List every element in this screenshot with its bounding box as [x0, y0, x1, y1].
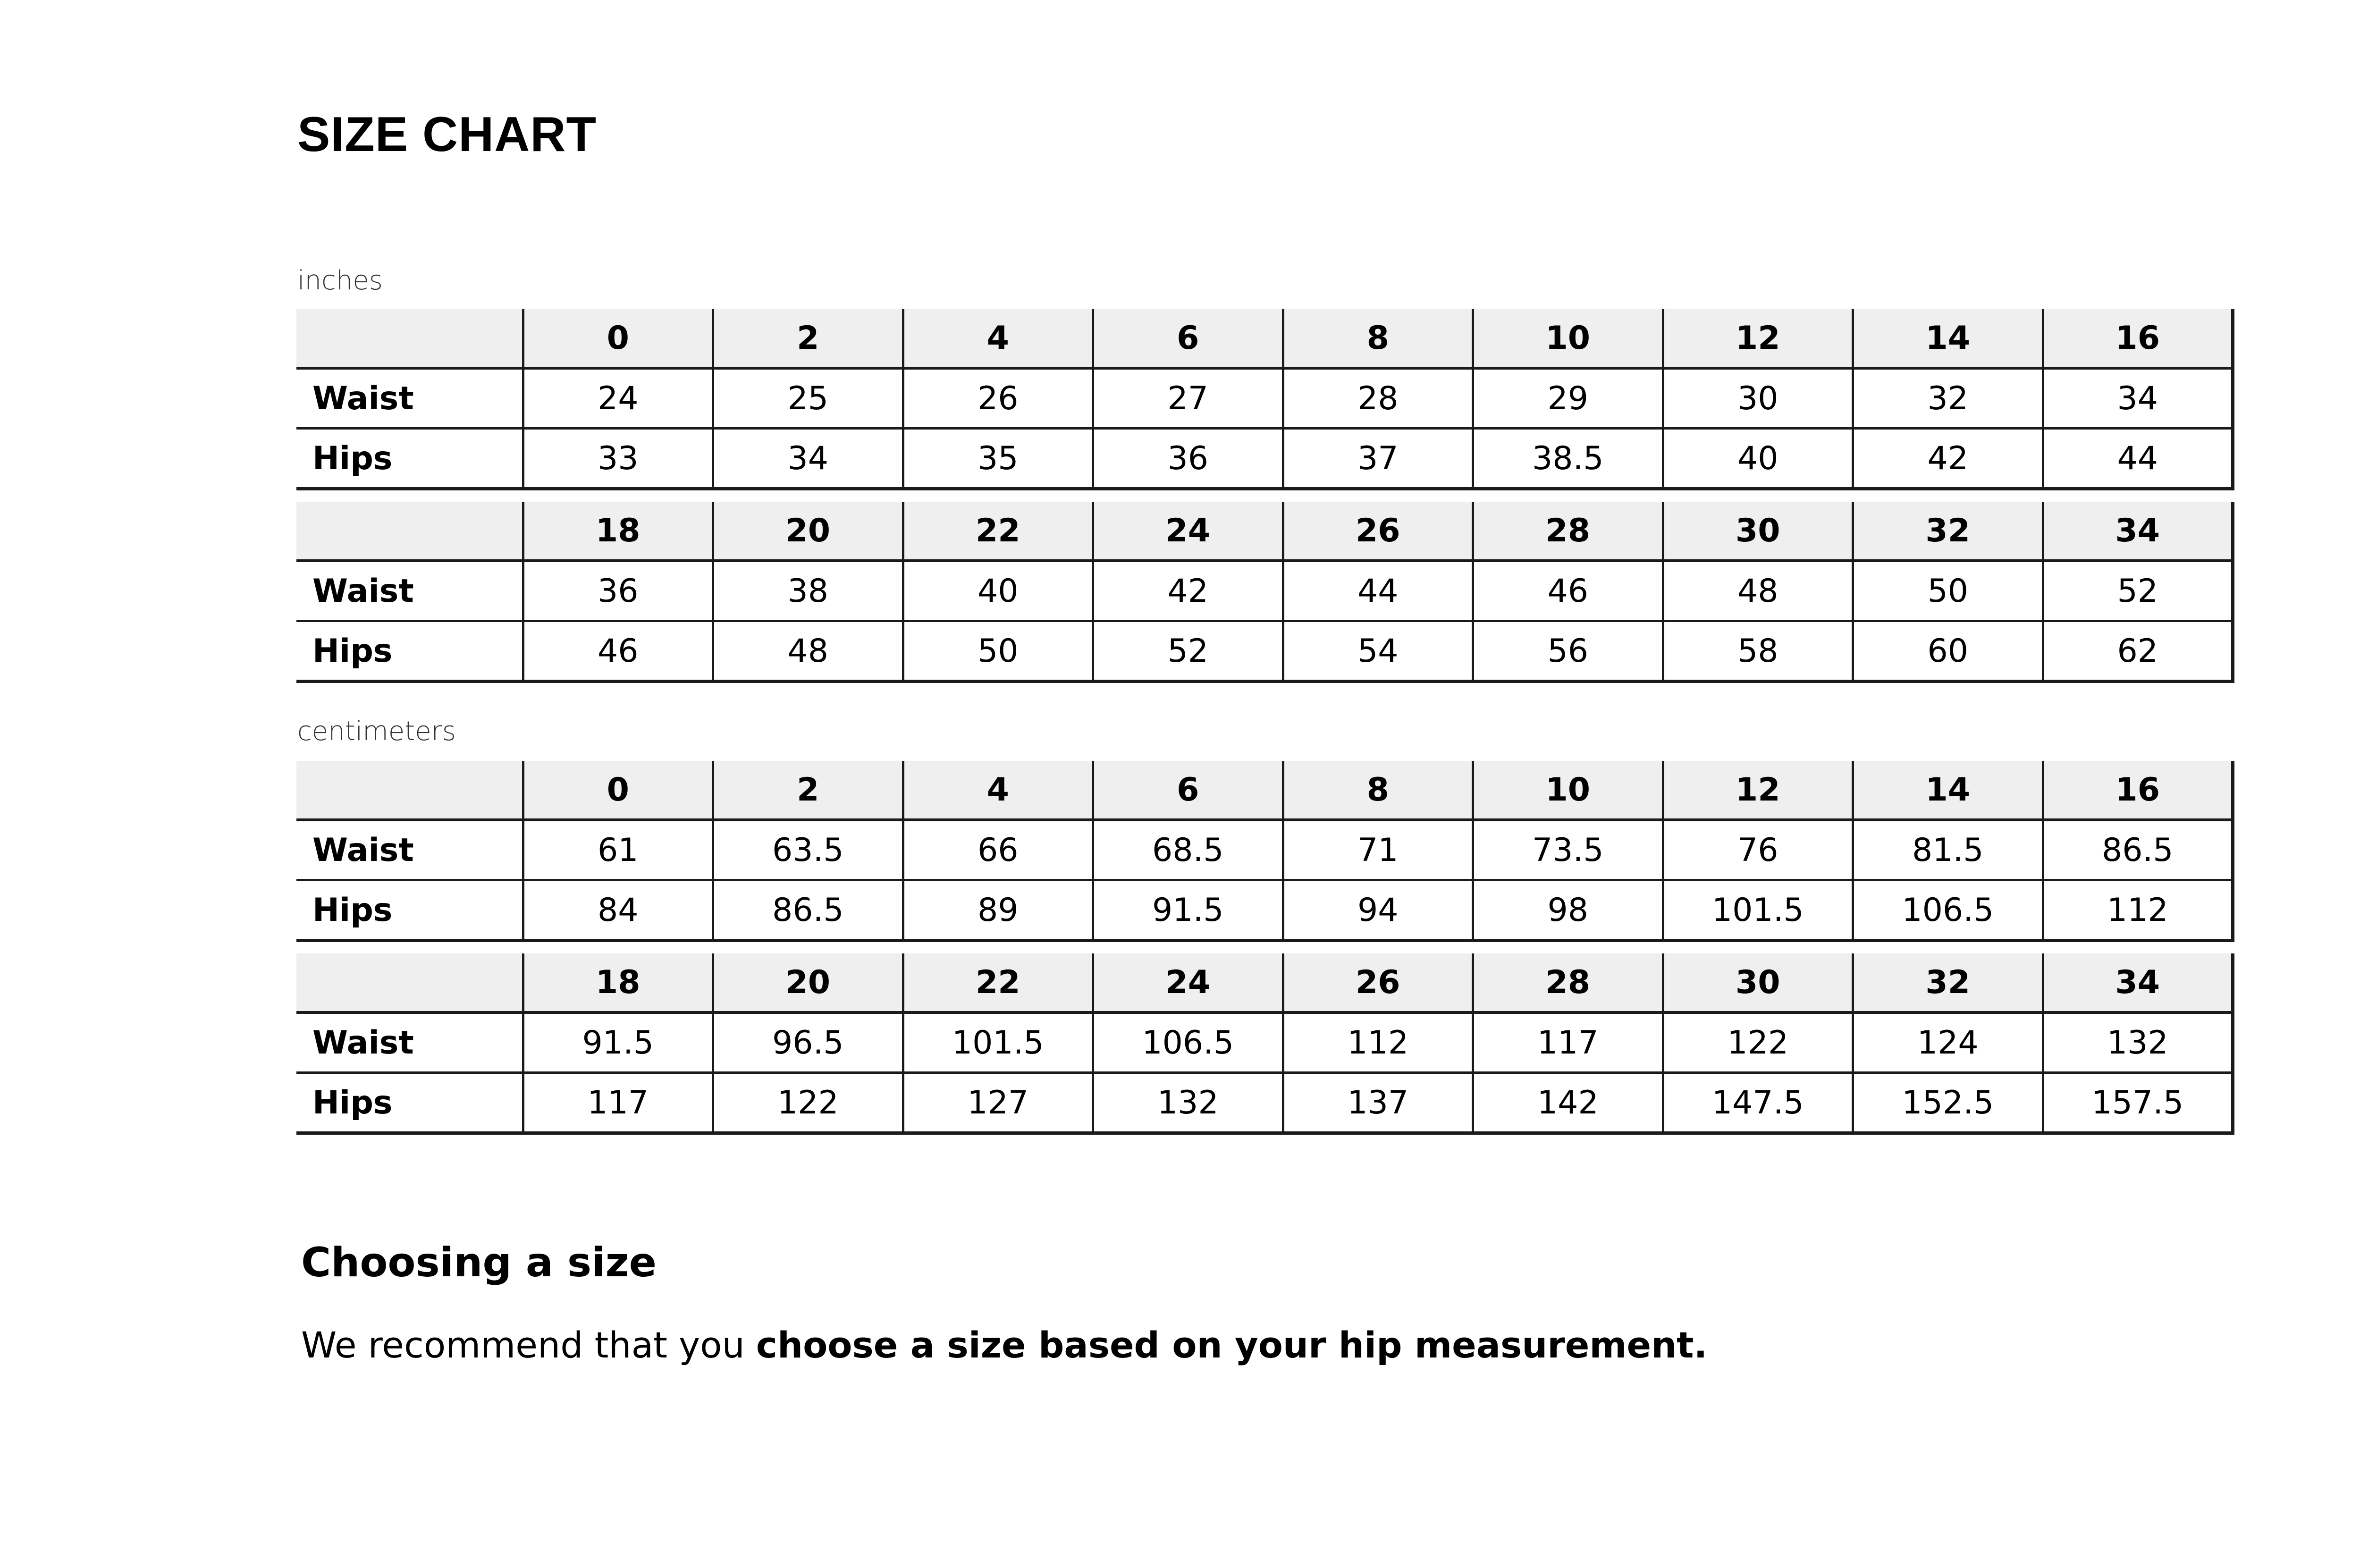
size-header-cell: 2 — [713, 309, 903, 368]
size-header-row — [296, 502, 2233, 561]
measurement-cell: 86.5 — [713, 880, 903, 941]
size-header-cell: 28 — [1473, 953, 1663, 1012]
measurement-cell: 76 — [1663, 820, 1853, 880]
measurement-cell: 73.5 — [1473, 820, 1663, 880]
measurement-cell: 117 — [1473, 1012, 1663, 1073]
measurement-cell: 124 — [1853, 1012, 2043, 1073]
size-header-cell: 0 — [523, 309, 713, 368]
table-row-hips — [296, 621, 2233, 682]
recommendation-bold: choose a size based on your hip measurement. — [756, 1324, 1708, 1366]
page-title: SIZE CHART — [297, 107, 597, 162]
size-header-cell: 12 — [1663, 761, 1853, 820]
measurement-cell: 44 — [1283, 561, 1473, 621]
measurement-cell: 61 — [523, 820, 713, 880]
measurement-cell: 112 — [2043, 880, 2233, 941]
measurement-cell: 27 — [1093, 368, 1283, 429]
measurement-cell: 36 — [523, 561, 713, 621]
measurement-cell: 60 — [1853, 621, 2043, 682]
row-label: Hips — [296, 621, 523, 682]
measurement-cell: 58 — [1663, 621, 1853, 682]
size-header-cell: 34 — [2043, 953, 2233, 1012]
recommendation-text — [301, 1322, 1707, 1369]
measurement-cell: 50 — [1853, 561, 2043, 621]
size-header-cell: 14 — [1853, 761, 2043, 820]
table-row-waist — [296, 820, 2233, 880]
size-header-cell: 18 — [523, 953, 713, 1012]
measurement-cell: 94 — [1283, 880, 1473, 941]
size-header-cell: 4 — [903, 309, 1093, 368]
measurement-cell: 35 — [903, 429, 1093, 489]
measurement-cell: 34 — [2043, 368, 2233, 429]
table-row-waist — [296, 561, 2233, 621]
row-label: Waist — [296, 561, 523, 621]
size-header-cell: 24 — [1093, 953, 1283, 1012]
measurement-cell: 106.5 — [1093, 1012, 1283, 1073]
measurement-cell: 132 — [1093, 1073, 1283, 1133]
corner-cell — [296, 309, 523, 368]
size-header-cell: 24 — [1093, 502, 1283, 561]
measurement-cell: 89 — [903, 880, 1093, 941]
size-header-cell: 6 — [1093, 761, 1283, 820]
measurement-cell: 42 — [1853, 429, 2043, 489]
size-header-cell: 2 — [713, 761, 903, 820]
size-header-cell: 34 — [2043, 502, 2233, 561]
table-row-hips — [296, 1073, 2233, 1133]
corner-cell — [296, 953, 523, 1012]
size-header-cell: 22 — [903, 953, 1093, 1012]
size-header-cell: 14 — [1853, 309, 2043, 368]
measurement-cell: 37 — [1283, 429, 1473, 489]
size-header-cell: 8 — [1283, 309, 1473, 368]
measurement-cell: 30 — [1663, 368, 1853, 429]
corner-cell — [296, 502, 523, 561]
size-table-inches-2 — [296, 502, 2234, 683]
measurement-cell: 40 — [1663, 429, 1853, 489]
row-label: Waist — [296, 368, 523, 429]
row-label: Hips — [296, 880, 523, 941]
measurement-cell: 44 — [2043, 429, 2233, 489]
measurement-cell: 29 — [1473, 368, 1663, 429]
corner-cell — [296, 761, 523, 820]
measurement-cell: 71 — [1283, 820, 1473, 880]
measurement-cell: 66 — [903, 820, 1093, 880]
row-label: Hips — [296, 1073, 523, 1133]
measurement-cell: 52 — [2043, 561, 2233, 621]
measurement-cell: 132 — [2043, 1012, 2233, 1073]
size-header-cell: 32 — [1853, 502, 2043, 561]
row-label: Hips — [296, 429, 523, 489]
measurement-cell: 101.5 — [1663, 880, 1853, 941]
size-header-cell: 4 — [903, 761, 1093, 820]
measurement-cell: 152.5 — [1853, 1073, 2043, 1133]
size-header-row — [296, 309, 2233, 368]
size-header-cell: 12 — [1663, 309, 1853, 368]
measurement-cell: 68.5 — [1093, 820, 1283, 880]
measurement-cell: 84 — [523, 880, 713, 941]
measurement-cell: 147.5 — [1663, 1073, 1853, 1133]
measurement-cell: 142 — [1473, 1073, 1663, 1133]
measurement-cell: 40 — [903, 561, 1093, 621]
measurement-cell: 98 — [1473, 880, 1663, 941]
measurement-cell: 101.5 — [903, 1012, 1093, 1073]
size-header-cell: 26 — [1283, 502, 1473, 561]
size-table-centimeters-1 — [296, 761, 2234, 942]
measurement-cell: 26 — [903, 368, 1093, 429]
size-header-cell: 10 — [1473, 761, 1663, 820]
measurement-cell: 127 — [903, 1073, 1093, 1133]
measurement-cell: 48 — [713, 621, 903, 682]
row-label: Waist — [296, 1012, 523, 1073]
size-header-row — [296, 761, 2233, 820]
recommendation-plain: We recommend that you — [301, 1324, 756, 1366]
measurement-cell: 50 — [903, 621, 1093, 682]
measurement-cell: 33 — [523, 429, 713, 489]
size-header-cell: 16 — [2043, 309, 2233, 368]
measurement-cell: 122 — [1663, 1012, 1853, 1073]
unit-label-inches: inches — [297, 265, 383, 296]
measurement-cell: 38.5 — [1473, 429, 1663, 489]
measurement-cell: 122 — [713, 1073, 903, 1133]
size-header-cell: 22 — [903, 502, 1093, 561]
measurement-cell: 46 — [523, 621, 713, 682]
measurement-cell: 112 — [1283, 1012, 1473, 1073]
measurement-cell: 117 — [523, 1073, 713, 1133]
measurement-cell: 106.5 — [1853, 880, 2043, 941]
size-header-cell: 26 — [1283, 953, 1473, 1012]
measurement-cell: 46 — [1473, 561, 1663, 621]
size-header-cell: 10 — [1473, 309, 1663, 368]
size-header-cell: 16 — [2043, 761, 2233, 820]
size-table-centimeters-2 — [296, 953, 2234, 1135]
measurement-cell: 24 — [523, 368, 713, 429]
measurement-cell: 81.5 — [1853, 820, 2043, 880]
size-header-cell: 32 — [1853, 953, 2043, 1012]
table-row-hips — [296, 880, 2233, 941]
size-header-cell: 30 — [1663, 953, 1853, 1012]
unit-label-centimeters: centimeters — [297, 716, 456, 747]
measurement-cell: 86.5 — [2043, 820, 2233, 880]
section-heading-choosing-size: Choosing a size — [301, 1239, 657, 1286]
size-header-cell: 6 — [1093, 309, 1283, 368]
measurement-cell: 28 — [1283, 368, 1473, 429]
measurement-cell: 52 — [1093, 621, 1283, 682]
measurement-cell: 62 — [2043, 621, 2233, 682]
table-row-waist — [296, 1012, 2233, 1073]
size-header-row — [296, 953, 2233, 1012]
size-header-cell: 8 — [1283, 761, 1473, 820]
measurement-cell: 91.5 — [523, 1012, 713, 1073]
measurement-cell: 42 — [1093, 561, 1283, 621]
measurement-cell: 48 — [1663, 561, 1853, 621]
table-row-waist — [296, 368, 2233, 429]
size-table-inches-1 — [296, 309, 2234, 490]
measurement-cell: 63.5 — [713, 820, 903, 880]
measurement-cell: 91.5 — [1093, 880, 1283, 941]
measurement-cell: 137 — [1283, 1073, 1473, 1133]
size-header-cell: 28 — [1473, 502, 1663, 561]
size-header-cell: 0 — [523, 761, 713, 820]
measurement-cell: 34 — [713, 429, 903, 489]
row-label: Waist — [296, 820, 523, 880]
measurement-cell: 96.5 — [713, 1012, 903, 1073]
table-row-hips — [296, 429, 2233, 489]
measurement-cell: 25 — [713, 368, 903, 429]
size-header-cell: 18 — [523, 502, 713, 561]
measurement-cell: 56 — [1473, 621, 1663, 682]
measurement-cell: 38 — [713, 561, 903, 621]
measurement-cell: 54 — [1283, 621, 1473, 682]
measurement-cell: 157.5 — [2043, 1073, 2233, 1133]
measurement-cell: 32 — [1853, 368, 2043, 429]
size-header-cell: 20 — [713, 953, 903, 1012]
measurement-cell: 36 — [1093, 429, 1283, 489]
size-header-cell: 30 — [1663, 502, 1853, 561]
size-header-cell: 20 — [713, 502, 903, 561]
